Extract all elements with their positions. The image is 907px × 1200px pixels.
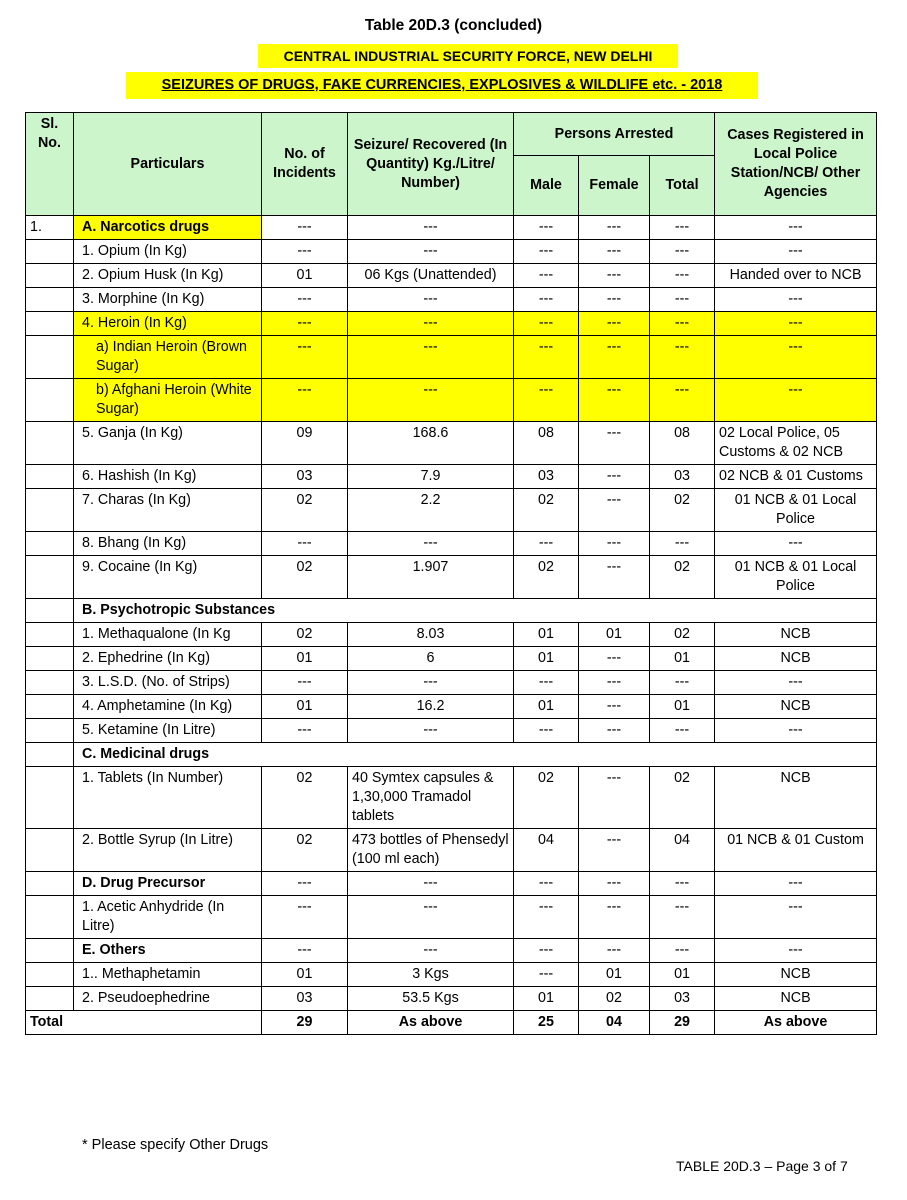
total-cell: --- [650, 240, 715, 264]
total-cell: 01 [650, 647, 715, 671]
total-cell: --- [650, 872, 715, 896]
total-cell: 02 [650, 489, 715, 532]
total-cell: 03 [650, 987, 715, 1011]
total-cell: 08 [650, 422, 715, 465]
cases-cell: --- [715, 671, 877, 695]
seizure-cell: --- [348, 240, 514, 264]
sl-cell [26, 422, 74, 465]
table-row [26, 872, 877, 896]
cases-cell: --- [715, 719, 877, 743]
cases-cell: NCB [715, 987, 877, 1011]
incidents-cell: 02 [262, 489, 348, 532]
header-sl-no: Sl. No. [26, 113, 74, 216]
female-cell: --- [579, 312, 650, 336]
sl-cell [26, 312, 74, 336]
seizure-cell: 6 [348, 647, 514, 671]
table-row [26, 647, 877, 671]
female-cell: 04 [579, 1011, 650, 1035]
header-incidents: No. of Incidents [262, 113, 348, 216]
section-b-label: B. Psychotropic Substances [74, 599, 877, 623]
sl-cell [26, 719, 74, 743]
male-cell: 02 [514, 556, 579, 599]
incidents-cell: 09 [262, 422, 348, 465]
female-cell: --- [579, 216, 650, 240]
cases-cell: Handed over to NCB [715, 264, 877, 288]
seizure-cell: --- [348, 288, 514, 312]
cases-cell: 02 Local Police, 05 Customs & 02 NCB [715, 422, 877, 465]
cases-cell: --- [715, 288, 877, 312]
female-cell: 02 [579, 987, 650, 1011]
seizure-cell: --- [348, 532, 514, 556]
seizure-cell: 473 bottles of Phensedyl (100 ml each) [348, 829, 514, 872]
table-row [26, 599, 877, 623]
total-cell: --- [650, 532, 715, 556]
male-cell: --- [514, 939, 579, 963]
table-row [26, 695, 877, 719]
male-cell: 03 [514, 465, 579, 489]
incidents-cell: 01 [262, 647, 348, 671]
total-cell: --- [650, 336, 715, 379]
female-cell: --- [579, 532, 650, 556]
table-row [26, 336, 877, 379]
female-cell: --- [579, 336, 650, 379]
male-cell: --- [514, 336, 579, 379]
table-row [26, 312, 877, 336]
particulars-cell: 3. L.S.D. (No. of Strips) [74, 671, 262, 695]
cases-cell: NCB [715, 767, 877, 829]
female-cell: --- [579, 695, 650, 719]
female-cell: 01 [579, 963, 650, 987]
particulars-cell: 3. Morphine (In Kg) [74, 288, 262, 312]
cases-cell: --- [715, 240, 877, 264]
female-cell: --- [579, 465, 650, 489]
particulars-cell: 1. Methaqualone (In Kg [74, 623, 262, 647]
total-label: Total [26, 1011, 262, 1035]
cases-cell: As above [715, 1011, 877, 1035]
incidents-cell: --- [262, 336, 348, 379]
incidents-cell: --- [262, 312, 348, 336]
table-row [26, 829, 877, 872]
particulars-cell: 5. Ganja (In Kg) [74, 422, 262, 465]
incidents-cell: --- [262, 939, 348, 963]
cases-cell: --- [715, 379, 877, 422]
incidents-cell: --- [262, 288, 348, 312]
seizure-cell: --- [348, 719, 514, 743]
incidents-cell: --- [262, 896, 348, 939]
incidents-cell: 03 [262, 465, 348, 489]
total-row [26, 1011, 877, 1035]
cases-cell: --- [715, 312, 877, 336]
cases-cell: --- [715, 939, 877, 963]
sl-cell [26, 767, 74, 829]
table-row [26, 264, 877, 288]
page-number: TABLE 20D.3 – Page 3 of 7 [676, 1158, 848, 1174]
male-cell: --- [514, 264, 579, 288]
particulars-cell: 2. Pseudoephedrine [74, 987, 262, 1011]
seizure-cell: --- [348, 671, 514, 695]
sl-cell [26, 599, 74, 623]
header-total: Total [650, 156, 715, 216]
particulars-cell: 1. Opium (In Kg) [74, 240, 262, 264]
incidents-cell: 01 [262, 695, 348, 719]
incidents-cell: --- [262, 719, 348, 743]
seizure-cell: 3 Kgs [348, 963, 514, 987]
male-cell: 01 [514, 987, 579, 1011]
seizure-cell: 06 Kgs (Unattended) [348, 264, 514, 288]
table-row [26, 532, 877, 556]
table-row [26, 939, 877, 963]
sl-cell [26, 623, 74, 647]
seizure-cell: --- [348, 872, 514, 896]
particulars-cell: a) Indian Heroin (Brown Sugar) [74, 336, 262, 379]
female-cell: --- [579, 379, 650, 422]
female-cell: --- [579, 719, 650, 743]
cases-cell: NCB [715, 695, 877, 719]
female-cell: --- [579, 829, 650, 872]
seizure-cell: --- [348, 336, 514, 379]
cases-cell: --- [715, 872, 877, 896]
particulars-cell: 1. Tablets (In Number) [74, 767, 262, 829]
particulars-cell: b) Afghani Heroin (White Sugar) [74, 379, 262, 422]
female-cell: --- [579, 647, 650, 671]
female-cell: --- [579, 896, 650, 939]
male-cell: 01 [514, 647, 579, 671]
header-female: Female [579, 156, 650, 216]
sl-cell [26, 695, 74, 719]
total-cell: 02 [650, 623, 715, 647]
male-cell: --- [514, 896, 579, 939]
seizure-cell: 168.6 [348, 422, 514, 465]
seizure-cell: --- [348, 896, 514, 939]
sl-cell [26, 532, 74, 556]
cases-cell: 01 NCB & 01 Local Police [715, 489, 877, 532]
male-cell: 25 [514, 1011, 579, 1035]
seizure-cell: --- [348, 216, 514, 240]
incidents-cell: --- [262, 671, 348, 695]
sl-cell [26, 465, 74, 489]
sl-cell [26, 939, 74, 963]
particulars-cell: 5. Ketamine (In Litre) [74, 719, 262, 743]
male-cell: 04 [514, 829, 579, 872]
total-cell: --- [650, 896, 715, 939]
cases-cell: --- [715, 532, 877, 556]
seizure-cell: --- [348, 312, 514, 336]
sl-cell [26, 987, 74, 1011]
male-cell: --- [514, 719, 579, 743]
seizure-cell: 16.2 [348, 695, 514, 719]
table-row [26, 963, 877, 987]
header-male: Male [514, 156, 579, 216]
female-cell: --- [579, 422, 650, 465]
sl-cell [26, 489, 74, 532]
particulars-cell: 9. Cocaine (In Kg) [74, 556, 262, 599]
seizure-cell: --- [348, 939, 514, 963]
particulars-cell: 6. Hashish (In Kg) [74, 465, 262, 489]
total-cell: --- [650, 264, 715, 288]
seizure-cell: 1.907 [348, 556, 514, 599]
particulars-cell: 4. Heroin (In Kg) [74, 312, 262, 336]
incidents-cell: --- [262, 216, 348, 240]
total-cell: --- [650, 312, 715, 336]
seizure-cell: 2.2 [348, 489, 514, 532]
subject-banner: SEIZURES OF DRUGS, FAKE CURRENCIES, EXPLOSIVES & WILDLIFE etc. - 2018 [126, 72, 758, 99]
female-cell: --- [579, 767, 650, 829]
sl-cell [26, 743, 74, 767]
total-cell: 03 [650, 465, 715, 489]
male-cell: 02 [514, 767, 579, 829]
female-cell: 01 [579, 623, 650, 647]
incidents-cell: --- [262, 532, 348, 556]
total-cell: 29 [650, 1011, 715, 1035]
sl-cell [26, 336, 74, 379]
male-cell: 08 [514, 422, 579, 465]
particulars-cell: 1. Acetic Anhydride (In Litre) [74, 896, 262, 939]
sl-cell [26, 556, 74, 599]
seizure-cell: 8.03 [348, 623, 514, 647]
cases-cell: NCB [715, 647, 877, 671]
incidents-cell: 01 [262, 264, 348, 288]
section-d-label: D. Drug Precursor [74, 872, 262, 896]
male-cell: --- [514, 671, 579, 695]
male-cell: 02 [514, 489, 579, 532]
cases-cell: --- [715, 216, 877, 240]
table-row [26, 489, 877, 532]
header-persons-arrested: Persons Arrested [514, 113, 715, 156]
female-cell: --- [579, 489, 650, 532]
incidents-cell: --- [262, 379, 348, 422]
total-cell: --- [650, 939, 715, 963]
total-cell: 02 [650, 767, 715, 829]
female-cell: --- [579, 264, 650, 288]
cases-cell: --- [715, 896, 877, 939]
total-cell: 01 [650, 695, 715, 719]
sl-cell [26, 264, 74, 288]
table-row [26, 240, 877, 264]
table-row [26, 743, 877, 767]
header-seizure: Seizure/ Recovered (In Quantity) Kg./Litre/ Number) [348, 113, 514, 216]
table-row [26, 987, 877, 1011]
total-cell: --- [650, 379, 715, 422]
table-row [26, 623, 877, 647]
female-cell: --- [579, 288, 650, 312]
female-cell: --- [579, 240, 650, 264]
org-banner: CENTRAL INDUSTRIAL SECURITY FORCE, NEW DELHI [258, 44, 678, 68]
sl-cell [26, 288, 74, 312]
header-particulars: Particulars [74, 113, 262, 216]
particulars-cell: 1.. Methaphetamin [74, 963, 262, 987]
incidents-cell: 02 [262, 829, 348, 872]
cases-cell: 01 NCB & 01 Local Police [715, 556, 877, 599]
section-e-label: E. Others [74, 939, 262, 963]
total-cell: 01 [650, 963, 715, 987]
male-cell: --- [514, 963, 579, 987]
incidents-cell: 02 [262, 556, 348, 599]
incidents-cell: 02 [262, 767, 348, 829]
cases-cell: NCB [715, 623, 877, 647]
male-cell: --- [514, 240, 579, 264]
cases-cell: 01 NCB & 01 Custom [715, 829, 877, 872]
sl-cell [26, 963, 74, 987]
sl-cell [26, 379, 74, 422]
particulars-cell: 2. Opium Husk (In Kg) [74, 264, 262, 288]
seizures-table [25, 112, 877, 1035]
male-cell: --- [514, 532, 579, 556]
seizure-cell: 7.9 [348, 465, 514, 489]
particulars-cell: 2. Ephedrine (In Kg) [74, 647, 262, 671]
male-cell: --- [514, 312, 579, 336]
total-cell: --- [650, 671, 715, 695]
particulars-cell: 4. Amphetamine (In Kg) [74, 695, 262, 719]
male-cell: --- [514, 288, 579, 312]
table-row [26, 671, 877, 695]
section-c-label: C. Medicinal drugs [74, 743, 877, 767]
cases-cell: NCB [715, 963, 877, 987]
table-row [26, 719, 877, 743]
sl-cell [26, 671, 74, 695]
incidents-cell: 03 [262, 987, 348, 1011]
seizure-cell: 53.5 Kgs [348, 987, 514, 1011]
sl-cell [26, 872, 74, 896]
total-cell: --- [650, 719, 715, 743]
particulars-cell: 8. Bhang (In Kg) [74, 532, 262, 556]
seizure-cell: 40 Symtex capsules & 1,30,000 Tramadol tablets [348, 767, 514, 829]
female-cell: --- [579, 671, 650, 695]
total-cell: 04 [650, 829, 715, 872]
male-cell: 01 [514, 695, 579, 719]
total-cell: --- [650, 288, 715, 312]
section-a-label: A. Narcotics drugs [74, 216, 262, 240]
female-cell: --- [579, 939, 650, 963]
male-cell: 01 [514, 623, 579, 647]
incidents-cell: 01 [262, 963, 348, 987]
incidents-cell: 02 [262, 623, 348, 647]
table-row [26, 767, 877, 829]
table-title: Table 20D.3 (concluded) [364, 17, 543, 34]
incidents-cell: --- [262, 872, 348, 896]
table-row [26, 288, 877, 312]
table-row [26, 422, 877, 465]
table-row [26, 216, 877, 240]
cases-cell: 02 NCB & 01 Customs [715, 465, 877, 489]
sl-cell [26, 896, 74, 939]
table-row [26, 379, 877, 422]
female-cell: --- [579, 872, 650, 896]
sl-cell: 1. [26, 216, 74, 240]
total-cell: 02 [650, 556, 715, 599]
male-cell: --- [514, 872, 579, 896]
particulars-cell: 2. Bottle Syrup (In Litre) [74, 829, 262, 872]
incidents-cell: --- [262, 240, 348, 264]
female-cell: --- [579, 556, 650, 599]
table-row [26, 896, 877, 939]
sl-cell [26, 829, 74, 872]
header-cases: Cases Registered in Local Police Station/NCB/ Other Agencies [715, 113, 877, 216]
male-cell: --- [514, 216, 579, 240]
table-row [26, 556, 877, 599]
seizure-cell: --- [348, 379, 514, 422]
footnote: * Please specify Other Drugs [82, 1137, 269, 1153]
sl-cell [26, 647, 74, 671]
seizure-cell: As above [348, 1011, 514, 1035]
particulars-cell: 7. Charas (In Kg) [74, 489, 262, 532]
total-cell: --- [650, 216, 715, 240]
cases-cell: --- [715, 336, 877, 379]
sl-cell [26, 240, 74, 264]
table-row [26, 465, 877, 489]
male-cell: --- [514, 379, 579, 422]
incidents-cell: 29 [262, 1011, 348, 1035]
